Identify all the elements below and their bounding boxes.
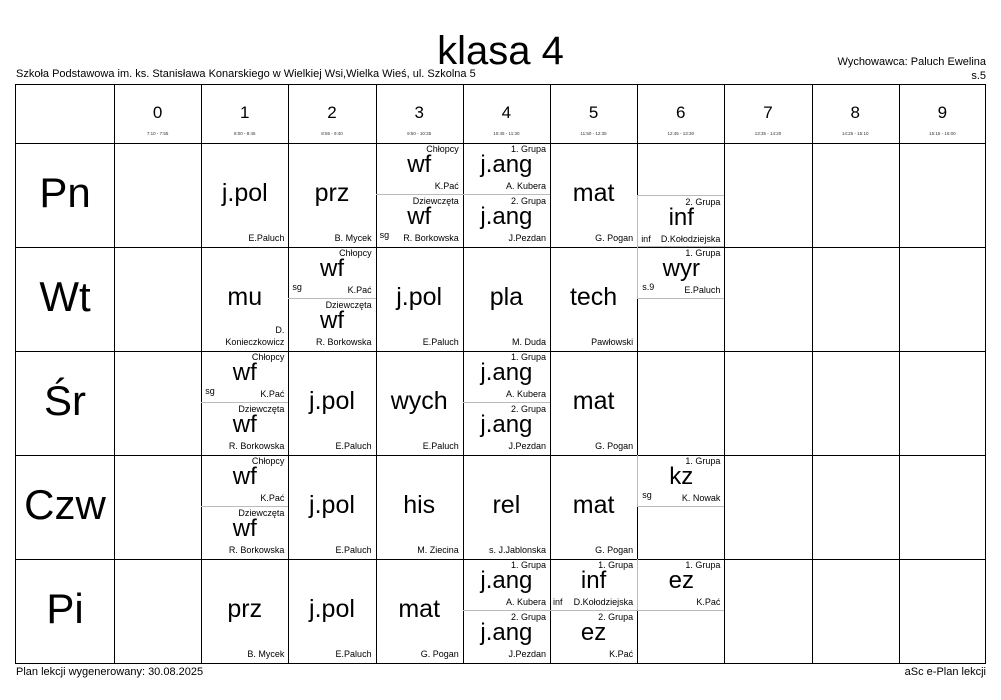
lesson-subject: j.pol (309, 491, 355, 519)
lesson-room: inf (641, 234, 651, 244)
period-header-8 (812, 85, 899, 143)
lesson-cell[interactable] (637, 455, 724, 507)
lesson-teacher-line1: D. (275, 325, 285, 335)
lesson-cell[interactable] (463, 611, 550, 663)
lesson-subject: wf (407, 203, 432, 230)
page-title: klasa 4 (437, 29, 564, 73)
period-number: 3 (414, 103, 424, 122)
lesson-teacher: R. Borkowska (228, 441, 285, 451)
lesson-teacher: s. J.Jablonska (488, 545, 546, 555)
lesson-subject: prz (227, 595, 263, 623)
lesson-teacher: R. Borkowska (228, 545, 285, 555)
lesson-teacher: E.Paluch (684, 285, 721, 295)
lesson-teacher: K. Nowak (681, 493, 721, 503)
period-header-4 (463, 85, 550, 143)
lesson-room: sg (379, 230, 390, 240)
lesson-cell[interactable] (288, 455, 375, 559)
lesson-group: Chłopcy (251, 352, 285, 362)
lesson-subject: mat (572, 179, 615, 207)
period-time: 15:15 - 16:00 (929, 131, 956, 136)
lesson-teacher: A. Kubera (505, 181, 546, 191)
lesson-teacher: J.Pezdan (508, 441, 546, 451)
lesson-cell[interactable] (201, 559, 288, 663)
day-label-1: Wt (39, 273, 91, 320)
lesson-teacher: M. Ziecina (417, 545, 459, 555)
lesson-teacher: J.Pezdan (508, 233, 546, 243)
lesson-group: 1. Grupa (598, 560, 634, 570)
lesson-subject: kz (669, 463, 694, 490)
lesson-group: 1. Grupa (510, 560, 546, 570)
lesson-subject: mat (398, 595, 441, 623)
period-number: 5 (588, 103, 599, 122)
period-number: 2 (327, 103, 337, 122)
lesson-teacher: A. Kubera (505, 597, 546, 607)
lesson-group: 2. Grupa (510, 404, 546, 414)
period-time: 8:55 - 9:40 (321, 131, 343, 136)
day-label-0: Pn (39, 169, 91, 216)
lesson-cell[interactable] (201, 455, 288, 507)
lesson-group: 2. Grupa (685, 197, 721, 207)
lesson-subject: wf (319, 307, 344, 334)
lesson-subject: wf (319, 255, 344, 282)
lesson-group: 1. Grupa (510, 352, 546, 362)
lesson-group: Dziewczęta (238, 404, 285, 414)
lesson-subject: j.ang (480, 411, 533, 438)
lesson-teacher: K.Pać (609, 649, 634, 659)
generated-date: Plan lekcji wygenerowany: 30.08.2025 (16, 666, 204, 678)
lesson-teacher: G. Pogan (595, 233, 634, 243)
lesson-teacher: Konieczkowicz (225, 337, 285, 347)
period-number: 7 (763, 103, 773, 122)
app-name: aSc e-Plan lekcji (904, 666, 986, 678)
lesson-cell[interactable] (463, 559, 550, 611)
lesson-teacher: G. Pogan (420, 649, 459, 659)
lesson-cell[interactable] (376, 559, 463, 663)
lesson-group: 1. Grupa (685, 560, 721, 570)
period-header-5 (550, 85, 637, 143)
lesson-subject: j.pol (396, 283, 443, 311)
period-time: 10:45 - 11:30 (493, 131, 520, 136)
grid-column-line (899, 85, 900, 663)
lesson-subject: mu (227, 283, 263, 311)
lesson-subject: j.ang (480, 359, 533, 386)
lesson-subject: wf (232, 359, 257, 386)
lesson-room: sg (205, 386, 215, 396)
day-label-4: Pi (46, 585, 84, 632)
lesson-cell[interactable] (463, 455, 550, 559)
lesson-cell[interactable] (201, 143, 288, 247)
period-time: 7:10 - 7:55 (146, 131, 169, 136)
period-time: 11:50 - 12:35 (580, 131, 607, 136)
lesson-teacher: D.Kołodziejska (660, 234, 721, 244)
lesson-teacher: R. Borkowska (316, 337, 372, 347)
class-room: s.5 (971, 70, 986, 82)
lesson-teacher: B. Mycek (334, 233, 372, 243)
period-header-0 (114, 85, 201, 143)
lesson-teacher: R. Borkowska (403, 233, 459, 243)
lesson-group: Chłopcy (426, 144, 459, 154)
period-header-2 (288, 85, 375, 143)
lesson-group: 2. Grupa (510, 612, 546, 622)
lesson-subject: tech (569, 283, 618, 311)
lesson-cell[interactable] (550, 247, 637, 351)
school-name: Szkoła Podstawowa im. ks. Stanisława Konarskiego w Wielkiej Wsi,Wielka Wieś, ul. Szkolna 5 (16, 68, 476, 80)
lesson-cell[interactable] (463, 195, 550, 247)
lesson-cell[interactable] (376, 247, 463, 351)
lesson-teacher: E.Paluch (422, 337, 459, 347)
lesson-subject: j.ang (480, 619, 533, 646)
period-number: 0 (152, 103, 163, 122)
lesson-teacher: E.Paluch (248, 233, 285, 243)
lesson-group: Dziewczęta (412, 196, 459, 206)
lesson-teacher: K.Pać (260, 493, 285, 503)
class-teacher: Wychowawca: Paluch Ewelina (837, 56, 986, 68)
period-header-1 (201, 85, 288, 143)
lesson-cell[interactable] (463, 247, 550, 351)
lesson-teacher: Pawłowski (591, 337, 634, 347)
lesson-group: 2. Grupa (510, 196, 546, 206)
period-header-9 (899, 85, 986, 143)
lesson-room: inf (553, 597, 563, 607)
lesson-subject: ez (580, 619, 607, 646)
period-number: 6 (676, 103, 686, 122)
period-time: 9:50 - 10:35 (407, 131, 432, 136)
lesson-cell[interactable] (288, 247, 375, 299)
day-label-3: Czw (24, 481, 106, 528)
lesson-group: 1. Grupa (685, 248, 721, 258)
lesson-room: sg (642, 490, 652, 500)
lesson-cell[interactable] (637, 247, 724, 299)
period-header-3 (376, 85, 463, 143)
lesson-cell[interactable] (288, 351, 375, 455)
timetable-grid (15, 84, 986, 664)
lesson-subject: inf (668, 204, 694, 231)
lesson-cell[interactable] (201, 403, 288, 455)
lesson-cell[interactable] (550, 455, 637, 559)
lesson-group: Chłopcy (251, 456, 285, 466)
lesson-subject: wf (232, 463, 257, 490)
lesson-cell[interactable] (463, 403, 550, 455)
lesson-subject: wyr (662, 255, 700, 282)
grid-column-line (114, 85, 115, 663)
lesson-teacher: K.Pać (260, 389, 285, 399)
lesson-subject: j.ang (480, 567, 533, 594)
lesson-group: Dziewczęta (238, 508, 285, 518)
period-header-6 (637, 85, 724, 143)
lesson-teacher: K.Pać (434, 181, 459, 191)
lesson-cell[interactable] (201, 351, 288, 403)
lesson-subject: rel (492, 491, 521, 519)
lesson-subject: wych (390, 387, 448, 415)
period-time: 13:35 - 14:20 (754, 131, 782, 136)
lesson-group: 1. Grupa (510, 144, 546, 154)
period-time: 14:25 - 15:10 (841, 131, 869, 136)
lesson-group: 1. Grupa (685, 456, 721, 466)
lesson-teacher: K.Pać (696, 597, 721, 607)
period-number: 8 (850, 103, 860, 122)
lesson-subject: mat (572, 387, 615, 415)
lesson-cell[interactable] (637, 559, 724, 611)
grid-column-line (724, 85, 725, 663)
lesson-cell[interactable] (288, 143, 375, 247)
lesson-cell[interactable] (201, 507, 288, 559)
lesson-subject: mat (572, 491, 615, 519)
lesson-cell[interactable] (550, 143, 637, 247)
period-time: 8:00 - 8:45 (234, 131, 256, 136)
lesson-subject: pla (489, 283, 524, 311)
period-number: 4 (501, 103, 512, 122)
lesson-room: sg (292, 282, 302, 292)
lesson-subject: inf (580, 567, 607, 594)
period-number: 9 (937, 103, 948, 122)
lesson-subject: j.pol (309, 595, 355, 623)
lesson-cell[interactable] (550, 559, 637, 611)
lesson-cell[interactable] (637, 195, 724, 247)
lesson-teacher: A. Kubera (505, 389, 546, 399)
lesson-cell[interactable] (288, 299, 375, 351)
period-time: 12:45 - 13:30 (667, 131, 695, 136)
lesson-cell[interactable] (288, 559, 375, 663)
lesson-subject: j.pol (309, 387, 355, 415)
lesson-cell[interactable] (550, 351, 637, 455)
lesson-subject: wf (232, 515, 257, 542)
lesson-subject: wf (407, 151, 432, 178)
lesson-teacher: E.Paluch (422, 441, 459, 451)
lesson-cell[interactable] (376, 351, 463, 455)
lesson-cell[interactable] (463, 143, 550, 195)
lesson-subject: j.ang (480, 151, 533, 178)
lesson-teacher: G. Pogan (595, 441, 634, 451)
lesson-teacher: D.Kołodziejska (573, 597, 634, 607)
lesson-subject: j.ang (480, 203, 533, 230)
lesson-teacher: G. Pogan (595, 545, 634, 555)
lesson-group: Chłopcy (339, 248, 372, 258)
lesson-teacher: J.Pezdan (508, 649, 546, 659)
period-header-7 (724, 85, 811, 143)
lesson-subject: ez (668, 567, 694, 594)
day-label-2: Śr (44, 377, 86, 424)
lesson-room: s.9 (642, 282, 655, 292)
lesson-subject: j.pol (221, 179, 268, 207)
lesson-teacher: K.Pać (347, 285, 372, 295)
lesson-teacher: B. Mycek (247, 649, 285, 659)
lesson-subject: prz (314, 179, 350, 207)
period-number: 1 (240, 103, 250, 122)
lesson-cell[interactable] (376, 195, 463, 247)
lesson-subject: wf (232, 411, 257, 438)
lesson-group: 2. Grupa (598, 612, 634, 622)
lesson-teacher: E.Paluch (335, 545, 372, 555)
lesson-teacher: E.Paluch (335, 649, 372, 659)
lesson-teacher: E.Paluch (335, 441, 372, 451)
lesson-cell[interactable] (463, 351, 550, 403)
lesson-cell[interactable] (550, 611, 637, 663)
class-teacher-info (838, 55, 986, 83)
lesson-cell[interactable] (376, 143, 463, 195)
lesson-teacher: M. Duda (511, 337, 546, 347)
lesson-subject: his (403, 491, 436, 519)
grid-column-line (812, 85, 813, 663)
lesson-cell[interactable] (201, 247, 288, 351)
lesson-cell[interactable] (376, 455, 463, 559)
lesson-group: Dziewczęta (325, 300, 372, 310)
